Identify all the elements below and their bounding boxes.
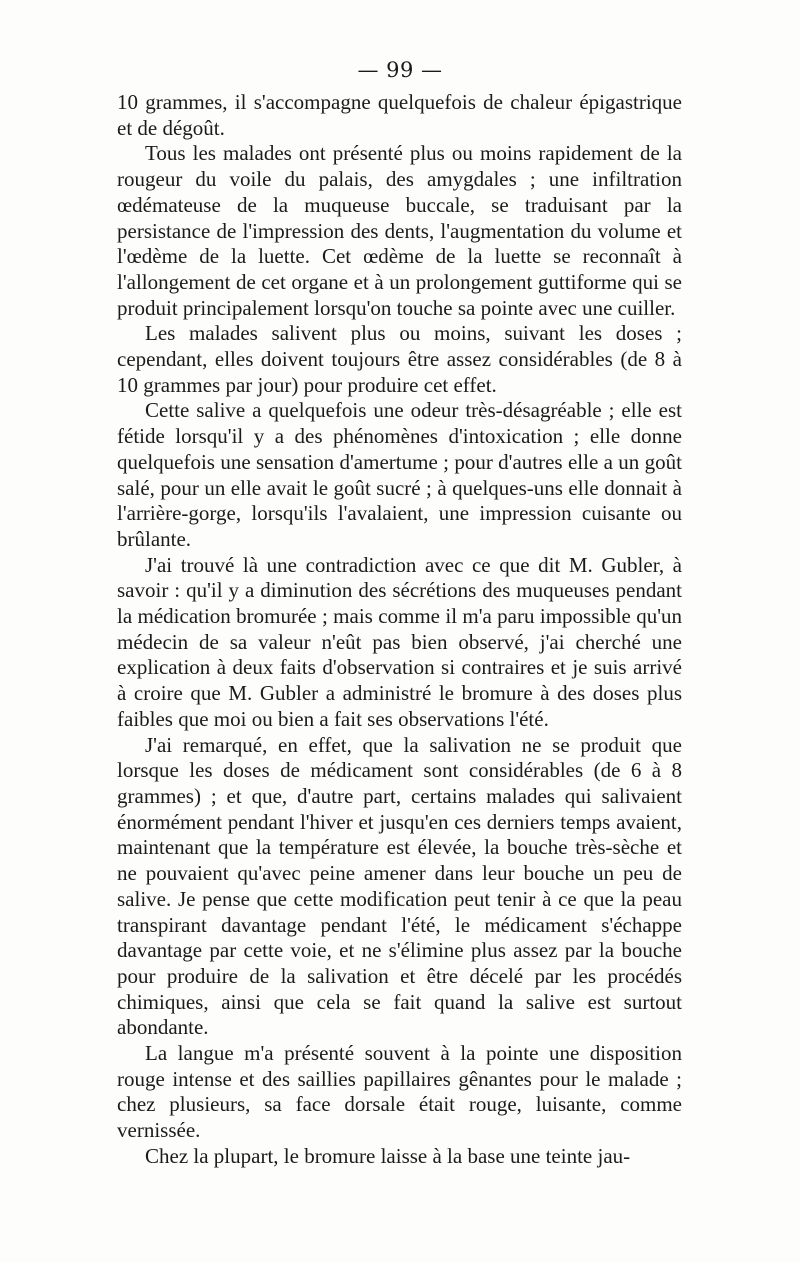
paragraph: J'ai trouvé là une contradiction avec ce que dit M. Gubler, à savoir : qu'il y a diminution des sécrétions des muqueuses pendant la médication bromurée ; mais comme il m'a paru impossible qu'un médecin de sa valeur n'eût pas bien observé, j'ai cherché une explication à deux faits d'observation si contraires et je suis arrivé à croire que M. Gubler a administré le bromure à des doses plus faibles que moi ou bien a fait ses observations l'été. (117, 552, 682, 731)
paragraph: J'ai remarqué, en effet, que la salivation ne se produit que lorsque les doses de médicament sont considérables (de 6 à 8 grammes) ; et que, d'autre part, certains malades qui salivaient énormément pendant l'hiver et jusqu'en ces derniers temps avaient, maintenant que la température est élevée, la bouche très-sèche et ne pouvaient qu'avec peine amener dans leur bouche un peu de salive. Je pense que cette modification peut tenir à ce que la peau transpirant davantage pendant l'été, le médicament s'échappe davantage par cette voie, et ne s'élimine plus assez par la bouche pour produire de la salivation et être décelé par les procédés chimiques, ainsi que cela se fait quand la salive est surtout abondante. (117, 732, 682, 1040)
paragraph: Chez la plupart, le bromure laisse à la base une teinte jau- (145, 1143, 631, 1168)
page-number: — 99 — (357, 58, 443, 82)
paragraph: Les malades salivent plus ou moins, suivant les doses ; cependant, elles doivent toujours être assez considérables (de 8 à 10 grammes par jour) pour produire cet effet. (117, 321, 682, 397)
paragraph: La langue m'a présenté souvent à la pointe une disposition rouge intense et des saillies papillaires gênantes pour le malade ; chez plusieurs, sa face dorsale était rouge, luisante, comme vernissée. (117, 1041, 682, 1143)
paragraph: Cette salive a quelquefois une odeur très-désagréable ; elle est fétide lorsqu'il y a des phénomènes d'intoxication ; elle donne quelquefois une sensation d'amertume ; pour d'autres elle a un goût salé, pour un elle avait le goût sucré ; à quelques-uns elle donnait à l'arrière-gorge, lorsqu'ils l'avalaient, une impression cuisante ou brûlante. (117, 398, 682, 551)
paragraph: Tous les malades ont présenté plus ou moins rapidement de la rougeur du voile du palais, des amygdales ; une infiltration œdémateuse de la muqueuse buccale, se traduisant par la persistance de l'impression des dents, l'augmentation du volume et l'œdème de la luette. Cet œdème de la luette se reconnaît à l'allongement de cet organe et à un prolongement guttiforme qui se produit principalement lorsqu'on touche sa pointe avec une cuiller. (117, 141, 682, 320)
body-text (117, 90, 682, 1170)
paragraph: 10 grammes, il s'accompagne quelquefois de chaleur épigastrique et de dégoût. (117, 90, 682, 140)
